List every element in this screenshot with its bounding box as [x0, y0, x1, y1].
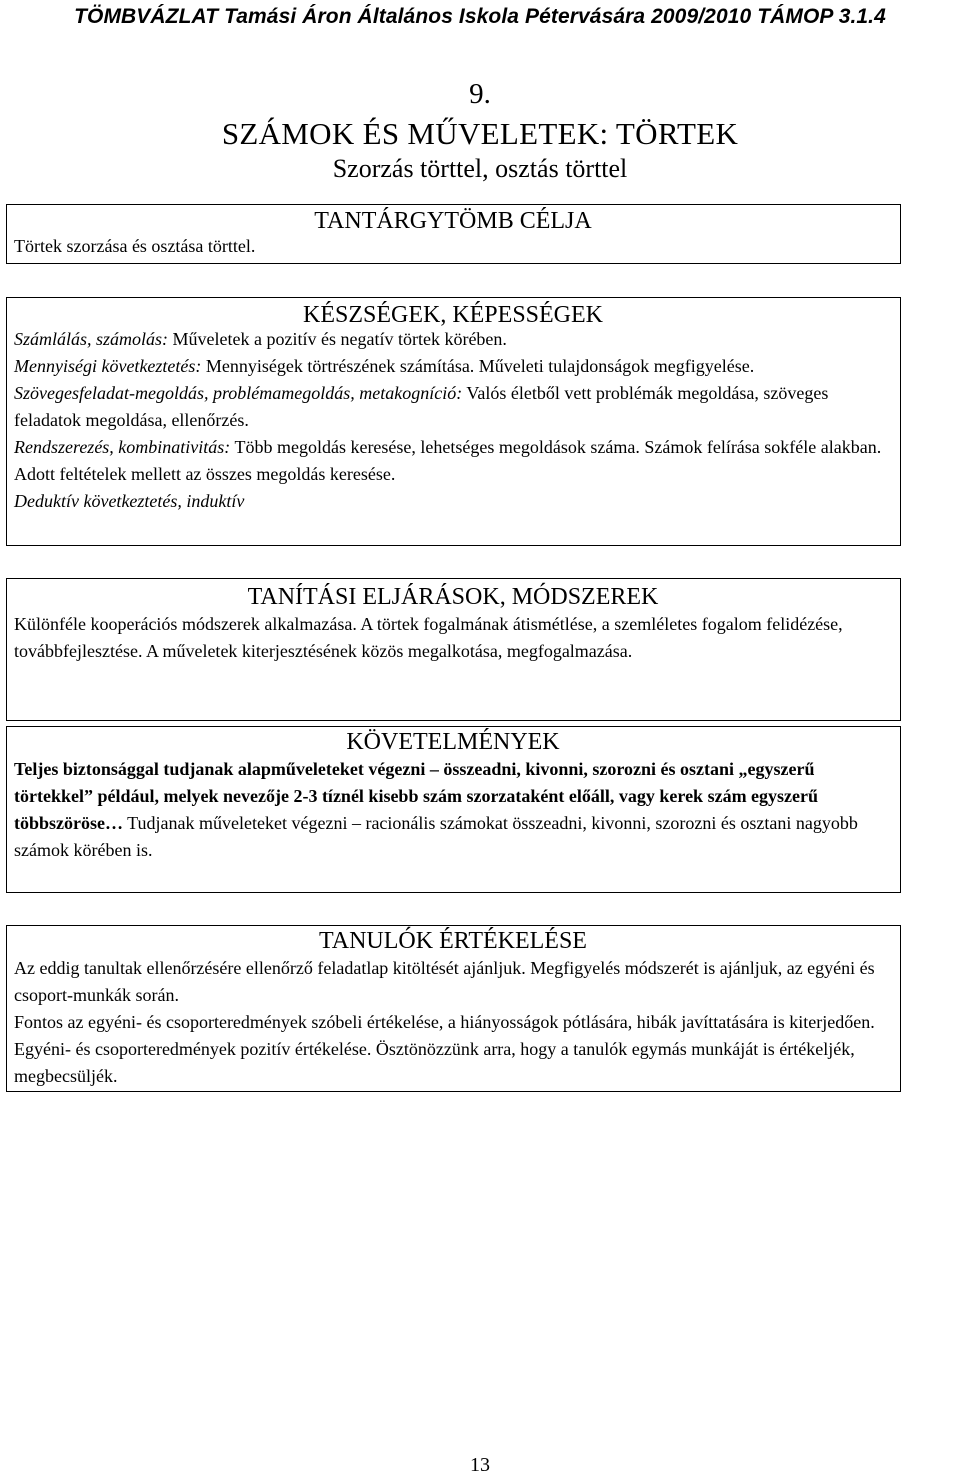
- section-goal: [6, 204, 901, 264]
- evaluation-paragraph: Az eddig tanultak ellenőrzésére ellenőrző feladatlap kitöltését ajánljuk. Megfigyelés módszerét is ajánljuk, az egyéni és csoport-munkák során.: [14, 958, 875, 1005]
- page-header: TÖMBVÁZLAT Tamási Áron Általános Iskola Pétervására 2009/2010 TÁMOP 3.1.4: [74, 5, 886, 28]
- requirements-bold-text: Teljes biztonsággal tudjanak alapműveleteket végezni – összeadni, kivonni, szorozni és osztani „egyszerű törtekkel” például, melyek nevezője 2-3 tíznél kisebb szám szorzataként előáll, vagy kerek szám egyszerű többszöröse…: [14, 759, 819, 833]
- chapter-number: 9.: [469, 78, 491, 110]
- skill-item: [14, 326, 892, 353]
- section-evaluation: [6, 925, 901, 1092]
- requirements-text: Tudjanak műveleteket végezni – racionális számokat összeadni, kivonni, szorozni és osztani nagyobb számok körében is.: [14, 813, 858, 860]
- section-goal-text: Törtek szorzása és osztása törttel.: [14, 236, 256, 256]
- section-methods-text: Különféle kooperációs módszerek alkalmazása. A törtek fogalmának átismétlése, a szemléletes fogalom felidézése, továbbfejlesztése. A műveletek kiterjesztésének közös megalkotása, megfogalmazása.: [14, 614, 843, 661]
- section-requirements-title: KÖVETELMÉNYEK: [346, 729, 560, 755]
- section-skills-title: KÉSZSÉGEK, KÉPESSÉGEK: [302, 302, 603, 328]
- section-requirements: [6, 726, 901, 893]
- skill-item: [14, 380, 892, 434]
- section-methods-title: TANÍTÁSI ELJÁRÁSOK, MÓDSZEREK: [247, 584, 659, 610]
- skill-label: Deduktív következtetés, induktív: [14, 491, 245, 511]
- section-goal-title: TANTÁRGYTÖMB CÉLJA: [314, 208, 592, 234]
- chapter-title: SZÁMOK ÉS MŰVELETEK: TÖRTEK: [221, 116, 739, 151]
- skill-label: Szövegesfeladat-megoldás, problémamegoldás, metakogníció:: [14, 383, 463, 403]
- section-methods: [6, 578, 901, 721]
- skill-label: Rendszerezés, kombinativitás:: [14, 437, 231, 457]
- skill-item: [14, 434, 892, 488]
- skill-text: Valós életből vett problémák megoldása, szöveges feladatok megoldása, ellenőrzés.: [14, 383, 829, 430]
- skill-label: Mennyiségi következtetés:: [14, 356, 202, 376]
- section-skills: [6, 297, 901, 546]
- skill-item: [14, 488, 892, 515]
- skill-label: Számlálás, számolás:: [14, 329, 169, 349]
- skill-text: Több megoldás keresése, lehetséges megoldások száma. Számok felírása sokféle alakban. Adott feltételek mellett az összes megoldás keresése.: [14, 437, 882, 484]
- skill-text: Mennyiségek törtrészének számítása. Műveleti tulajdonságok megfigyelése.: [201, 356, 755, 376]
- section-requirements-text: [14, 756, 892, 864]
- evaluation-paragraph: Fontos az egyéni- és csoporteredmények szóbeli értékelése, a hiányosságok pótlására, hibák javíttatására is kiterjedően. Egyéni- és csoporteredmények pozitív értékelése. Ösztönözzünk arra, hogy a tanulók egymás munkáját is értékeljék, megbecsüljék.: [14, 1012, 875, 1086]
- page-number: 13: [470, 1454, 490, 1476]
- chapter-subtitle: Szorzás törttel, osztás törttel: [332, 154, 628, 183]
- skill-item: [14, 353, 892, 380]
- skill-text: Műveletek a pozitív és negatív törtek körében.: [168, 329, 507, 349]
- section-evaluation-title: TANULÓK ÉRTÉKELÉSE: [319, 928, 587, 954]
